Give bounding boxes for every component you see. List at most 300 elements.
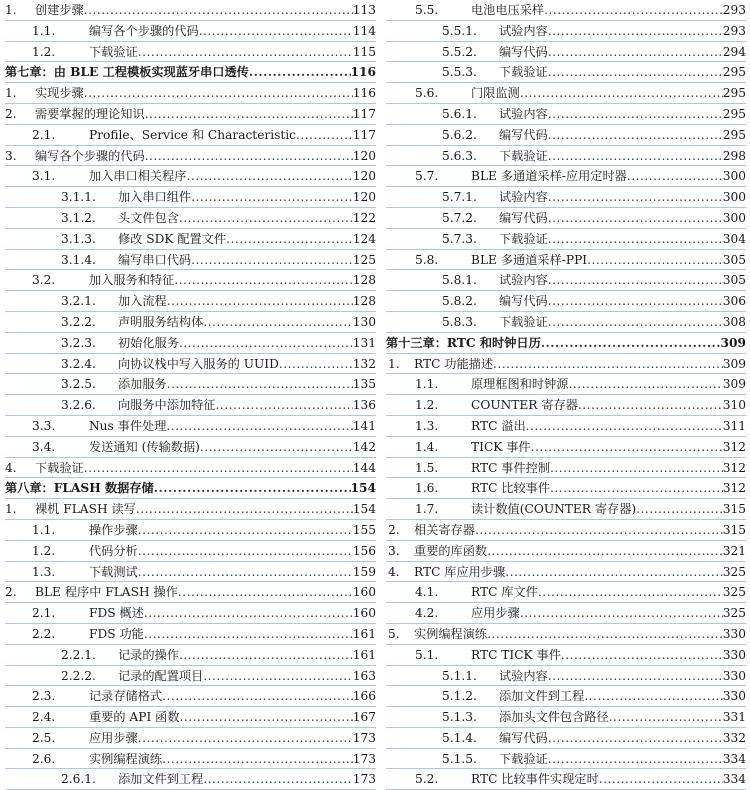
toc-entry-number: 5.5.1.	[442, 23, 477, 38]
toc-entry-title: 头文件包含	[118, 210, 179, 225]
toc-entry-title: RTC 比较事件实现定时	[471, 772, 599, 787]
toc-dot-leader	[279, 354, 353, 375]
toc-entry[interactable]	[386, 62, 746, 83]
toc-dot-leader	[138, 541, 353, 562]
toc-entry[interactable]	[5, 728, 376, 749]
toc-page-number: 128	[352, 294, 376, 309]
toc-entry[interactable]	[5, 146, 376, 167]
toc-dot-leader	[636, 499, 723, 520]
toc-entry[interactable]	[5, 250, 376, 271]
toc-entry-number: 5.8.3.	[442, 314, 477, 329]
toc-entry-number: 5.1.	[415, 647, 439, 662]
toc-entry[interactable]	[5, 374, 376, 395]
toc-entry[interactable]	[386, 166, 746, 187]
toc-page-number: 124	[352, 231, 376, 246]
toc-entry[interactable]	[5, 437, 376, 458]
toc-entry-number: 1.	[388, 356, 400, 371]
toc-entry[interactable]	[386, 42, 746, 63]
toc-entry-title: 相关寄存器	[414, 522, 475, 537]
toc-page-number: 309	[720, 335, 746, 350]
toc-entry-number: 1.1.	[32, 23, 56, 38]
toc-page-number: 309	[722, 377, 746, 392]
toc-entry-number: 2.5.	[32, 730, 56, 745]
toc-dot-leader	[526, 416, 723, 437]
toc-page-number: 300	[722, 210, 746, 225]
toc-entry[interactable]	[5, 270, 376, 291]
toc-entry[interactable]	[386, 354, 746, 375]
toc-dot-leader	[487, 624, 723, 645]
toc-entry[interactable]	[5, 624, 376, 645]
toc-entry-number: 5.6.3.	[442, 148, 477, 163]
toc-dot-leader	[180, 707, 353, 728]
toc-entry-number: 3.	[5, 148, 17, 163]
toc-entry-number: 5.7.2.	[442, 210, 477, 225]
toc-entry[interactable]	[386, 187, 746, 208]
toc-entry[interactable]	[386, 624, 746, 645]
toc-entry-number: 1.7.	[415, 502, 439, 517]
toc-dot-leader	[548, 749, 723, 770]
toc-entry-number: 2.4.	[32, 710, 56, 725]
toc-entry[interactable]	[386, 582, 746, 603]
toc-entry[interactable]	[386, 146, 746, 167]
toc-entry-title: 下载验证	[499, 65, 548, 80]
toc-entry-title: RTC 库文件	[471, 585, 538, 600]
toc-page-number: 166	[352, 689, 376, 704]
toc-page-number: 298	[722, 148, 746, 163]
toc-page-number: 334	[722, 751, 746, 766]
toc-entry[interactable]	[386, 0, 746, 21]
toc-page-number: 154	[350, 481, 376, 496]
toc-entry-number: 3.1.	[32, 169, 56, 184]
toc-entry-number: 1.3.	[32, 564, 56, 579]
toc-entry[interactable]	[5, 83, 376, 104]
toc-dot-leader	[548, 270, 723, 291]
toc-entry-title: 下载验证	[499, 148, 548, 163]
toc-entry[interactable]	[5, 416, 376, 437]
toc-entry-number: 3.2.4.	[61, 356, 96, 371]
toc-page-number: 315	[722, 522, 746, 537]
toc-entry-title: 加入服务和特征	[89, 273, 175, 288]
toc-dot-leader	[191, 187, 353, 208]
toc-page-number: 330	[722, 647, 746, 662]
toc-entry[interactable]	[386, 707, 746, 728]
toc-page-number: 120	[352, 190, 376, 205]
toc-page-number: 294	[722, 44, 746, 59]
toc-entry-number: 1.4.	[415, 439, 439, 454]
toc-entry-number: 1.	[5, 86, 17, 101]
toc-entry[interactable]	[386, 562, 746, 583]
toc-dot-leader	[550, 478, 723, 499]
toc-entry-number: 1.	[5, 3, 17, 17]
toc-entry[interactable]	[5, 0, 376, 21]
toc-entry-title: BLE 多通道采样-PPI	[471, 252, 588, 267]
toc-entry[interactable]	[386, 728, 746, 749]
toc-entry-number: 2.2.2.	[61, 668, 96, 683]
toc-dot-leader	[561, 645, 723, 666]
toc-chapter-entry[interactable]	[386, 333, 746, 354]
toc-dot-leader	[199, 21, 353, 42]
toc-entry[interactable]	[386, 603, 746, 624]
toc-entry-title: RTC 功能描述	[414, 356, 494, 371]
toc-entry-title: 实例编程演练	[89, 751, 163, 766]
toc-entry-title: 第十三章：RTC 和时钟日历	[386, 335, 541, 350]
toc-page-number: 156	[352, 543, 376, 558]
toc-entry[interactable]	[5, 541, 376, 562]
toc-page-number: 325	[722, 585, 746, 600]
toc-dot-leader	[548, 21, 723, 42]
toc-dot-leader	[136, 499, 353, 520]
toc-entry-number: 3.1.2.	[61, 210, 96, 225]
toc-dot-leader	[548, 62, 723, 83]
toc-entry-number: 5.6.	[415, 86, 439, 101]
toc-entry-number: 2.	[388, 522, 400, 537]
toc-entry-title: 向协议栈中写入服务的 UUID	[118, 356, 279, 371]
toc-entry-number: 5.6.2.	[442, 127, 477, 142]
toc-entry-title: 修改 SDK 配置文件	[118, 231, 227, 246]
toc-dot-leader	[174, 270, 352, 291]
toc-page-number: 315	[722, 502, 746, 517]
toc-entry-number: 3.2.	[32, 273, 56, 288]
toc-dot-leader	[144, 624, 353, 645]
toc-page-number: 295	[722, 86, 746, 101]
toc-page-number: 155	[352, 522, 376, 537]
toc-entry[interactable]	[386, 666, 746, 687]
toc-entry-title: 记录的配置项目	[118, 668, 204, 683]
toc-entry-title: 编写代码	[499, 730, 548, 745]
toc-entry-title: 添加服务	[118, 377, 167, 392]
toc-chapter-entry[interactable]	[5, 478, 376, 499]
toc-entry-number: 4.	[5, 460, 17, 475]
toc-entry-number: 3.2.3.	[61, 335, 96, 350]
toc-entry-title: 编写代码	[499, 127, 548, 142]
toc-entry[interactable]	[5, 707, 376, 728]
toc-entry[interactable]	[5, 520, 376, 541]
toc-entry[interactable]	[5, 499, 376, 520]
toc-entry[interactable]	[5, 645, 376, 666]
toc-dot-leader	[548, 125, 723, 146]
toc-entry[interactable]	[5, 666, 376, 687]
toc-page-number: 128	[352, 273, 376, 288]
toc-page-number: 330	[722, 668, 746, 683]
toc-entry-number: 1.2.	[32, 543, 56, 558]
toc-entry-number: 5.8.	[415, 252, 439, 267]
toc-entry-number: 3.2.1.	[61, 294, 96, 309]
toc-entry-title: 发送通知 (传输数据)	[89, 439, 200, 454]
toc-page-number: 293	[722, 3, 746, 17]
toc-entry[interactable]	[386, 104, 746, 125]
toc-entry-title: BLE 程序中 FLASH 操作	[35, 585, 178, 600]
toc-dot-leader	[531, 437, 723, 458]
toc-page-number: 136	[352, 398, 376, 413]
toc-dot-leader	[216, 395, 353, 416]
toc-entry[interactable]	[5, 229, 376, 250]
toc-dot-leader	[548, 42, 723, 63]
toc-page-number: 312	[722, 439, 746, 454]
toc-entry[interactable]	[386, 250, 746, 271]
toc-dot-leader	[541, 333, 721, 354]
toc-dot-leader	[249, 62, 351, 83]
toc-entry[interactable]	[386, 437, 746, 458]
toc-entry-title: 加入串口相关程序	[89, 169, 187, 184]
toc-entry-title: 重要的 API 函数	[89, 710, 180, 725]
toc-entry[interactable]	[5, 333, 376, 354]
toc-entry-title: 读计数值(COUNTER 寄存器)	[471, 502, 637, 517]
toc-page-number: 113	[352, 3, 376, 17]
toc-entry[interactable]	[5, 187, 376, 208]
toc-entry-number: 5.1.5.	[442, 751, 477, 766]
toc-page-number: 117	[352, 127, 376, 142]
toc-entry[interactable]	[386, 374, 746, 395]
toc-entry[interactable]	[386, 541, 746, 562]
toc-entry-number: 2.6.	[32, 751, 56, 766]
toc-entry-title: 下载测试	[89, 564, 138, 579]
toc-page-number: 325	[722, 564, 746, 579]
toc-dot-leader	[627, 166, 723, 187]
toc-page-number: 295	[722, 127, 746, 142]
toc-entry-title: 向服务中添加特征	[118, 398, 216, 413]
toc-entry-title: 加入串口组件	[118, 190, 192, 205]
toc-dot-leader	[187, 166, 353, 187]
toc-dot-leader	[167, 374, 353, 395]
toc-entry-number: 5.5.2.	[442, 44, 477, 59]
toc-dot-leader	[84, 458, 353, 479]
toc-entry-number: 5.5.	[415, 3, 439, 17]
toc-entry-title: 下载验证	[499, 314, 548, 329]
toc-entry[interactable]	[5, 166, 376, 187]
toc-dot-leader	[179, 333, 353, 354]
toc-entry-number: 5.2.	[415, 772, 439, 787]
toc-page-number: 310	[722, 398, 746, 413]
toc-dot-leader	[154, 478, 351, 499]
toc-page-number: 160	[352, 606, 376, 621]
toc-entry[interactable]	[386, 270, 746, 291]
toc-entry-number: 1.1.	[32, 522, 56, 537]
toc-entry-title: 记录存储格式	[89, 689, 163, 704]
toc-dot-leader	[584, 686, 722, 707]
toc-page-number: 312	[722, 481, 746, 496]
toc-entry-number: 4.1.	[415, 585, 439, 600]
toc-entry[interactable]	[386, 291, 746, 312]
toc-entry-title: 需要掌握的理论知识	[35, 106, 145, 121]
toc-dot-leader	[599, 769, 723, 790]
toc-page-number: 305	[722, 273, 746, 288]
toc-dot-leader	[548, 146, 723, 167]
toc-entry[interactable]	[5, 21, 376, 42]
toc-entry[interactable]	[5, 769, 376, 790]
toc-dot-leader	[548, 666, 723, 687]
toc-entry-title: 裸机 FLASH 读写	[35, 502, 136, 517]
toc-page-number: 117	[352, 106, 376, 121]
toc-entry-number: 5.6.1.	[442, 106, 477, 121]
toc-page-number: 161	[352, 647, 376, 662]
toc-entry[interactable]	[5, 582, 376, 603]
toc-entry[interactable]	[5, 104, 376, 125]
toc-entry-number: 3.1.1.	[61, 190, 96, 205]
toc-dot-leader	[548, 187, 723, 208]
toc-dot-leader	[191, 250, 353, 271]
toc-entry[interactable]	[386, 769, 746, 790]
toc-dot-leader	[200, 437, 353, 458]
toc-entry-title: 实例编程演练	[414, 626, 488, 641]
toc-entry-title: FDS 概述	[89, 606, 144, 621]
toc-entry-number: 2.1.	[32, 606, 56, 621]
toc-entry[interactable]	[386, 208, 746, 229]
toc-entry[interactable]	[386, 312, 746, 333]
toc-dot-leader	[544, 0, 723, 21]
toc-page-number: 321	[722, 543, 746, 558]
toc-entry-number: 1.5.	[415, 460, 439, 475]
toc-dot-leader	[203, 666, 352, 687]
toc-chapter-entry[interactable]	[5, 62, 376, 83]
toc-entry[interactable]	[386, 749, 746, 770]
toc-entry[interactable]	[386, 229, 746, 250]
toc-entry[interactable]	[5, 312, 376, 333]
toc-entry-title: 试验内容	[499, 668, 548, 683]
toc-entry-title: BLE 多通道采样-应用定时器	[471, 169, 627, 184]
toc-dot-leader	[296, 125, 353, 146]
toc-entry[interactable]	[386, 478, 746, 499]
toc-page-number: 306	[722, 294, 746, 309]
toc-entry-title: 下载验证	[89, 44, 138, 59]
toc-entry[interactable]	[386, 686, 746, 707]
toc-entry-number: 2.3.	[32, 689, 56, 704]
toc-page-number: 160	[352, 585, 376, 600]
toc-entry-title: 实现步骤	[35, 86, 84, 101]
toc-page-number: 154	[352, 502, 376, 517]
toc-entry-number: 5.5.3.	[442, 65, 477, 80]
toc-entry-number: 5.7.1.	[442, 190, 477, 205]
toc-page-number: 167	[352, 710, 376, 725]
toc-dot-leader	[203, 312, 352, 333]
toc-dot-leader	[569, 374, 723, 395]
toc-entry-title: 重要的库函数	[414, 543, 488, 558]
toc-page-number: 115	[352, 44, 376, 59]
toc-entry-number: 2.	[5, 106, 17, 121]
toc-page-number: 142	[352, 439, 376, 454]
toc-dot-leader	[179, 645, 353, 666]
toc-entry-title: COUNTER 寄存器	[471, 398, 578, 413]
toc-entry-number: 5.1.2.	[442, 689, 477, 704]
toc-entry-title: RTC 比较事件	[471, 481, 551, 496]
toc-entry-title: 第八章：FLASH 数据存储	[5, 481, 154, 496]
toc-entry-title: FDS 功能	[89, 626, 144, 641]
toc-entry[interactable]	[386, 125, 746, 146]
toc-entry[interactable]	[5, 603, 376, 624]
toc-page-number: 125	[352, 252, 376, 267]
toc-page-number: 144	[352, 460, 376, 475]
toc-entry-number: 3.4.	[32, 439, 56, 454]
toc-page-number: 173	[352, 772, 376, 787]
toc-entry-number: 5.	[388, 626, 400, 641]
toc-page-number: 114	[352, 23, 376, 38]
toc-dot-leader	[203, 769, 352, 790]
toc-entry-title: 编写各个步骤的代码	[35, 148, 145, 163]
toc-entry[interactable]	[386, 520, 746, 541]
toc-page-number: 330	[722, 626, 746, 641]
toc-entry[interactable]	[5, 749, 376, 770]
toc-entry-number: 5.7.3.	[442, 231, 477, 246]
toc-entry-title: 编写各个步骤的代码	[89, 23, 199, 38]
toc-entry[interactable]	[386, 21, 746, 42]
toc-dot-leader	[538, 582, 723, 603]
toc-entry-title: 试验内容	[499, 190, 548, 205]
toc-entry-number: 5.8.1.	[442, 273, 477, 288]
toc-page-number: 131	[352, 335, 376, 350]
toc-entry-title: 操作步骤	[89, 522, 138, 537]
toc-dot-leader	[138, 42, 353, 63]
toc-entry[interactable]	[5, 562, 376, 583]
toc-entry-number: 5.7.	[415, 169, 439, 184]
toc-dot-leader	[179, 208, 353, 229]
toc-entry-number: 1.1.	[415, 377, 439, 392]
toc-entry-title: 代码分析	[89, 543, 138, 558]
toc-entry[interactable]	[5, 458, 376, 479]
toc-entry-title: 记录的操作	[118, 647, 179, 662]
toc-page-number: 308	[722, 314, 746, 329]
toc-page-number: 141	[352, 418, 376, 433]
toc-entry-title: 添加文件到工程	[499, 689, 585, 704]
toc-entry-number: 3.	[388, 543, 400, 558]
toc-entry-title: 应用步骤	[471, 606, 520, 621]
toc-entry[interactable]	[5, 291, 376, 312]
toc-dot-leader	[548, 291, 723, 312]
toc-entry-number: 2.6.1.	[61, 772, 96, 787]
toc-entry[interactable]	[5, 42, 376, 63]
toc-entry[interactable]	[386, 395, 746, 416]
toc-entry-number: 5.1.3.	[442, 710, 477, 725]
toc-page-number: 130	[352, 314, 376, 329]
toc-entry[interactable]	[386, 499, 746, 520]
toc-entry[interactable]	[386, 83, 746, 104]
toc-entry[interactable]	[5, 395, 376, 416]
toc-entry-title: 编写代码	[499, 44, 548, 59]
toc-dot-leader	[138, 520, 353, 541]
toc-entry[interactable]	[5, 354, 376, 375]
toc-entry-number: 1.6.	[415, 481, 439, 496]
toc-entry-number: 1.3.	[415, 418, 439, 433]
toc-page-number: 334	[722, 772, 746, 787]
toc-entry-title: 下载验证	[35, 460, 84, 475]
toc-page-number: 163	[352, 668, 376, 683]
toc-dot-leader	[138, 728, 353, 749]
toc-dot-leader	[550, 458, 723, 479]
toc-entry-title: TICK 事件	[471, 439, 531, 454]
toc-entry-title: RTC TICK 事件	[471, 647, 561, 662]
toc-entry-number: 1.	[5, 502, 17, 517]
toc-entry-number: 3.3.	[32, 418, 56, 433]
toc-entry-number: 3.2.2.	[61, 314, 96, 329]
toc-entry[interactable]	[386, 458, 746, 479]
toc-dot-leader	[145, 104, 353, 125]
toc-page-number: 161	[352, 626, 376, 641]
toc-dot-leader	[505, 562, 723, 583]
toc-entry-number: 5.8.2.	[442, 294, 477, 309]
toc-dot-leader	[548, 229, 723, 250]
toc-entry[interactable]	[386, 645, 746, 666]
toc-entry[interactable]	[5, 125, 376, 146]
toc-entry-number: 2.2.1.	[61, 647, 96, 662]
toc-page-number: 135	[352, 377, 376, 392]
toc-entry[interactable]	[5, 686, 376, 707]
toc-page-number: 295	[722, 65, 746, 80]
toc-entry-number: 2.	[5, 585, 17, 600]
toc-entry[interactable]	[386, 416, 746, 437]
toc-page-number: 116	[350, 65, 376, 80]
toc-entry[interactable]	[5, 208, 376, 229]
toc-page-number: 311	[722, 418, 746, 433]
toc-entry-title: 声明服务结构体	[118, 314, 204, 329]
toc-dot-leader	[162, 749, 353, 770]
